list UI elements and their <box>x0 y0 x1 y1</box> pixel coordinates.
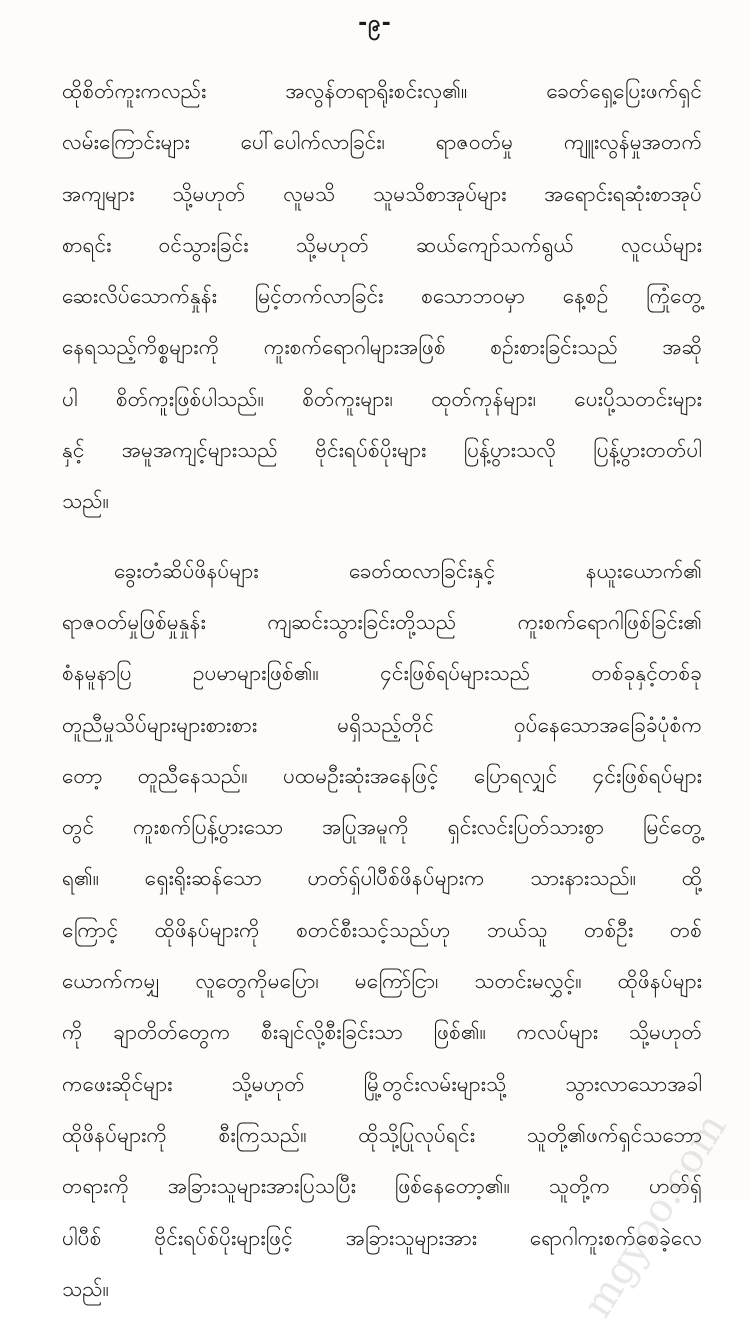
text-line: တော့ တူညီနေသည်။ ပထမဦးဆုံးအနေဖြင့် ပြောရလျှင် ၄င်းဖြစ်ရပ်များ <box>62 763 702 788</box>
text-line: ထိုဖိနပ်များကို စီးကြသည်။ ထိုသို့ပြုလုပ်ရင်း သူတို့၏ဖက်ရှင်သဘော <box>62 1122 702 1147</box>
paragraph-gap <box>62 528 702 546</box>
paragraph-2 <box>62 546 702 1315</box>
text-line: နှင့် အမူအကျင့်များသည် ဗိုင်းရပ်စ်ပိုးများ ပြန့်ပွားသလို ပြန့်ပွားတတ်ပါ <box>62 438 702 463</box>
text-line: ရ၏။ ရှေးရိုးဆန်သော ဟတ်ရှ်ပါပီစ်ဖိနပ်များက သားနားသည်။ ထို့ <box>62 866 702 891</box>
text-line: တရားကို အခြားသူများအားပြသပြီး ဖြစ်နေတော့၏။ သူတို့က ဟတ်ရှ် <box>62 1174 702 1199</box>
text-line: တွင် ကူးစက်ပြန့်ပွားသော အပြုအမူကို ရှင်းလင်းပြတ်သားစွာ မြင်တွေ့ <box>62 815 702 840</box>
text-line: တူညီမှုသိပ်များများစားစား မရှိသည့်တိုင် ဝှပ်နေသောအခြေခံပုံစံက <box>62 712 702 737</box>
text-line: အကျများ သို့မဟုတ် လူမသိ သူမသိစာအုပ်များ အရောင်းရဆုံးစာအုပ် <box>62 181 702 206</box>
paragraph-1 <box>62 66 702 528</box>
text-line: ယောက်ကမျှ လူတွေကိုမပြော၊ မကြော်ငြာ၊ သတင်းမလွှင့်။ ထိုဖိနပ်များ <box>62 969 702 994</box>
watermark: mgyoo.com <box>574 1105 736 1326</box>
text-line-last: သည်။ <box>62 1276 109 1301</box>
text-line: ကဖေးဆိုင်များ သို့မဟုတ် မြို့တွင်းလမ်းများသို့ သွားလာသောအခါ <box>62 1071 702 1096</box>
body-text <box>62 66 702 1315</box>
text-line: ပါ စိတ်ကူးဖြစ်ပါသည်။ စိတ်ကူးများ၊ ထုတ်ကုန်များ၊ ပေးပို့သတင်းများ <box>62 386 702 411</box>
text-line: ကို ချာတိတ်တွေက စီးချင်လို့စီးခြင်းသာ ဖြစ်၏။ ကလပ်များ သို့မဟုတ် <box>62 1020 702 1045</box>
page-number: -၉- <box>358 11 392 36</box>
text-line-indented: ခွေးတံဆိပ်ဖိနပ်များ ခေတ်ထလာခြင်းနှင့် နယူးယောက်၏ <box>114 558 702 583</box>
text-line: ပါပီစ် ဗိုင်းရပ်စ်ပိုးများဖြင့် အခြားသူများအား ရောဂါကူးစက်စေခဲ့လေ <box>62 1225 702 1250</box>
text-line: ထိုစိတ်ကူးကလည်း အလွန်တရာရိုးစင်းလှ၏။ ခေတ်ရှေ့ပြေးဖက်ရှင် <box>62 79 702 103</box>
text-line: စာရင်း ဝင်သွားခြင်း သို့မဟုတ် ဆယ်ကျော်သက်ရွယ် လူငယ်များ <box>62 232 702 257</box>
text-line: နေရသည့်ကိစ္စများကို ကူးစက်ရောဂါများအဖြစ် စဉ်းစားခြင်းသည် အဆို <box>62 335 702 360</box>
text-line: လမ်းကြောင်းများ ပေါ်ပေါက်လာခြင်း၊ ရာဇဝတ်မှု ကျူးလွန်မှုအတက် <box>62 130 702 155</box>
text-line-last: သည်။ <box>62 489 109 514</box>
text-line: ကြောင့် ထိုဖိနပ်များကို စတင်စီးသင့်သည်ဟု ဘယ်သူ တစ်ဦး တစ် <box>62 917 702 942</box>
text-line: ရာဇဝတ်မှုဖြစ်မှုနှုန်း ကျဆင်းသွားခြင်းတို့သည် ကူးစက်ရောဂါဖြစ်ခြင်း၏ <box>62 609 702 634</box>
text-line: စံနမူနာပြ ဥပမာများဖြစ်၏။ ၄င်းဖြစ်ရပ်များသည် တစ်ခုနှင့်တစ်ခု <box>62 661 702 686</box>
text-line: ဆေးလိပ်သောက်နှုန်း မြင့်တက်လာခြင်း စသောဘဝမှာ နေ့စဉ် ကြုံတွေ့ <box>62 284 702 309</box>
